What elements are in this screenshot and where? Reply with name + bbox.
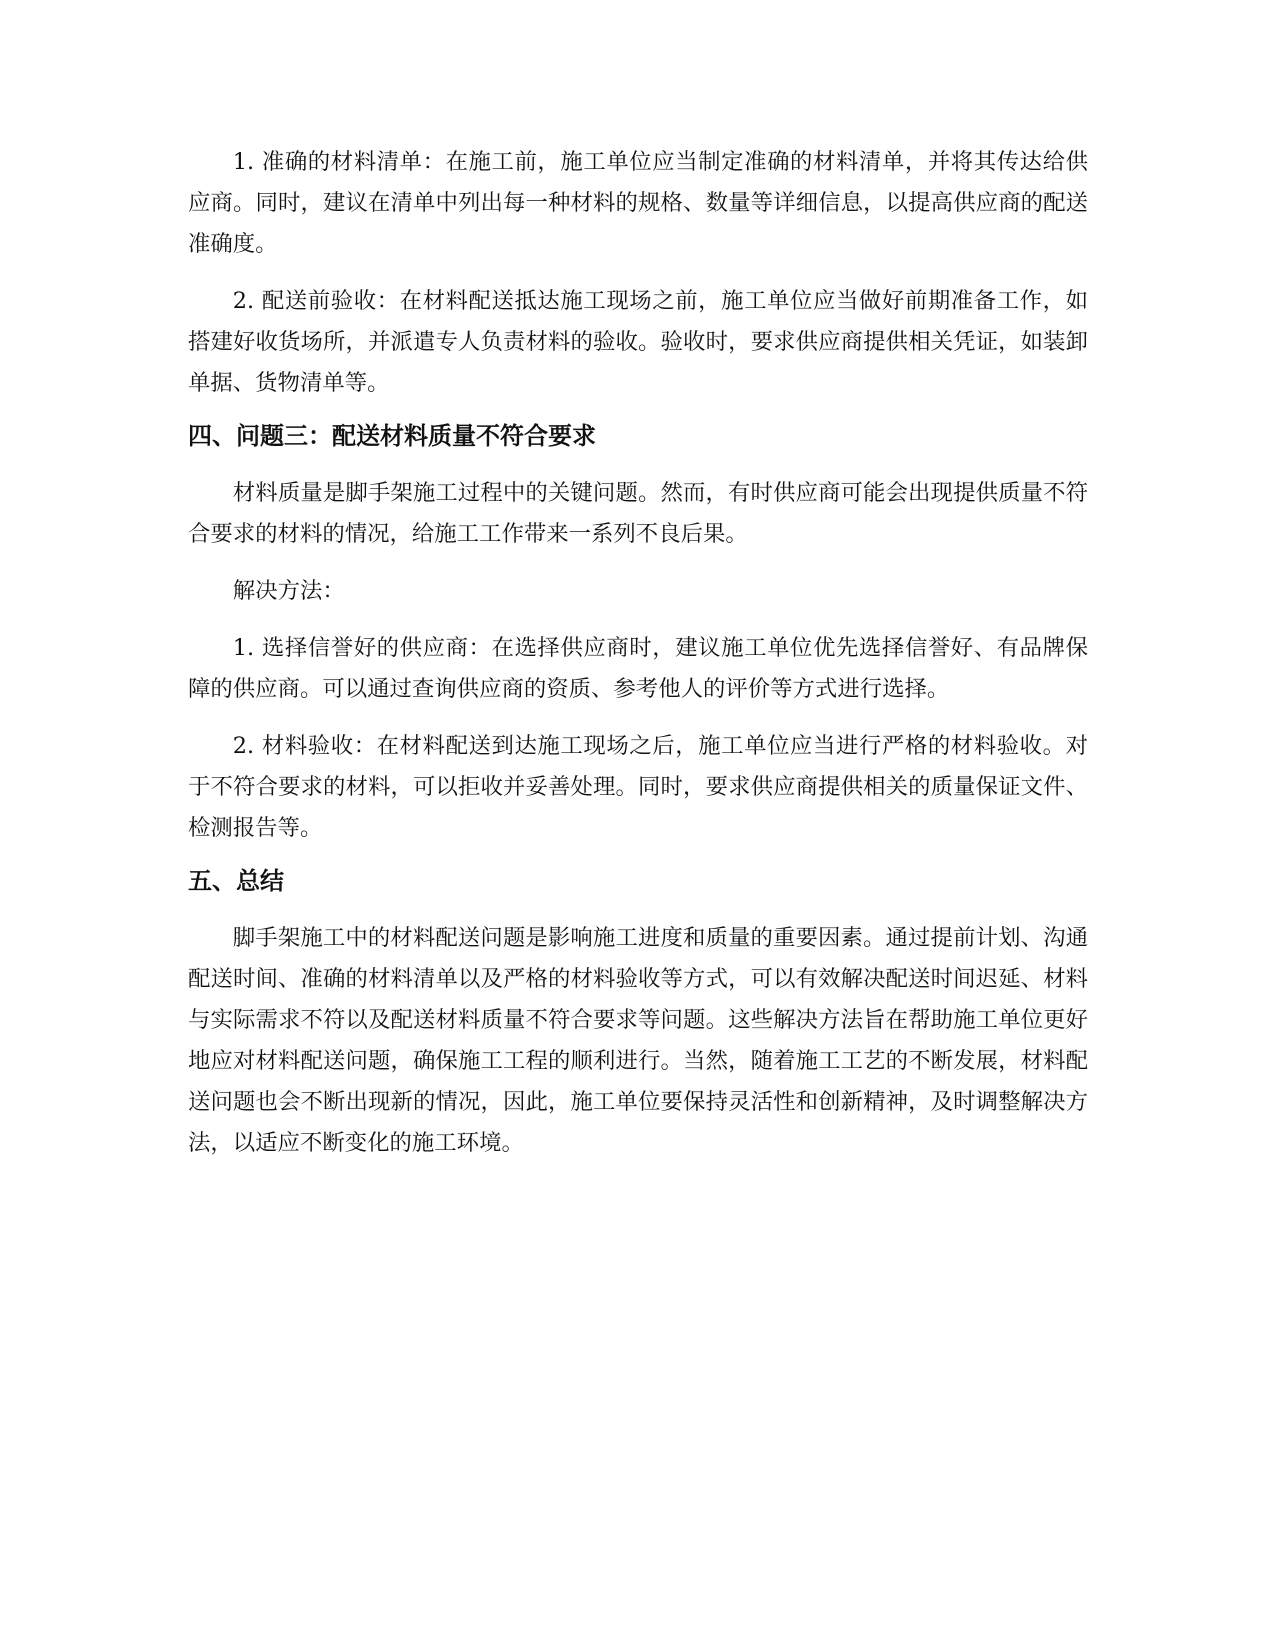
paragraph-summary: 脚手架施工中的材料配送问题是影响施工进度和质量的重要因素。通过提前计划、沟通配送时间、准确的材料清单以及严格的材料验收等方式，可以有效解决配送时间迟延、材料与实际需求不符以及配送材料质量不符合要求等问题。这些解决方法旨在帮助施工单位更好地应对材料配送问题，确保施工工程的顺利进行。当然，随着施工工艺的不断发展，材料配送问题也会不断出现新的情况，因此，施工单位要保持灵活性和创新精神，及时调整解决方法，以适应不断变化的施工环境。: [188, 925, 1088, 1156]
paragraph-accurate-material-list: 1. 准确的材料清单：在施工前，施工单位应当制定准确的材料清单，并将其传达给供应商。同时，建议在清单中列出每一种材料的规格、数量等详细信息，以提高供应商的配送准确度。: [188, 149, 1088, 257]
section-heading-problem-three: 四、问题三：配送材料质量不符合要求: [188, 422, 596, 450]
paragraph-material-quality-intro: 材料质量是脚手架施工过程中的关键问题。然而，有时供应商可能会出现提供质量不符合要求的材料的情况，给施工工作带来一系列不良后果。: [188, 480, 1088, 547]
paragraph-solutions-label: 解决方法：: [232, 578, 345, 604]
paragraph-pre-delivery-inspection: 2. 配送前验收：在材料配送抵达施工现场之前，施工单位应当做好前期准备工作，如搭建好收货场所，并派遣专人负责材料的验收。验收时，要求供应商提供相关凭证，如装卸单据、货物清单等。: [188, 288, 1088, 396]
section-heading-summary: 五、总结: [188, 867, 284, 895]
document-body: [188, 142, 1088, 1180]
paragraph-choose-reputable-supplier: 1. 选择信誉好的供应商：在选择供应商时，建议施工单位优先选择信誉好、有品牌保障的供应商。可以通过查询供应商的资质、参考他人的评价等方式进行选择。: [188, 635, 1088, 702]
paragraph-material-inspection: 2. 材料验收：在材料配送到达施工现场之后，施工单位应当进行严格的材料验收。对于不符合要求的材料，可以拒收并妥善处理。同时，要求供应商提供相关的质量保证文件、检测报告等。: [188, 733, 1088, 841]
